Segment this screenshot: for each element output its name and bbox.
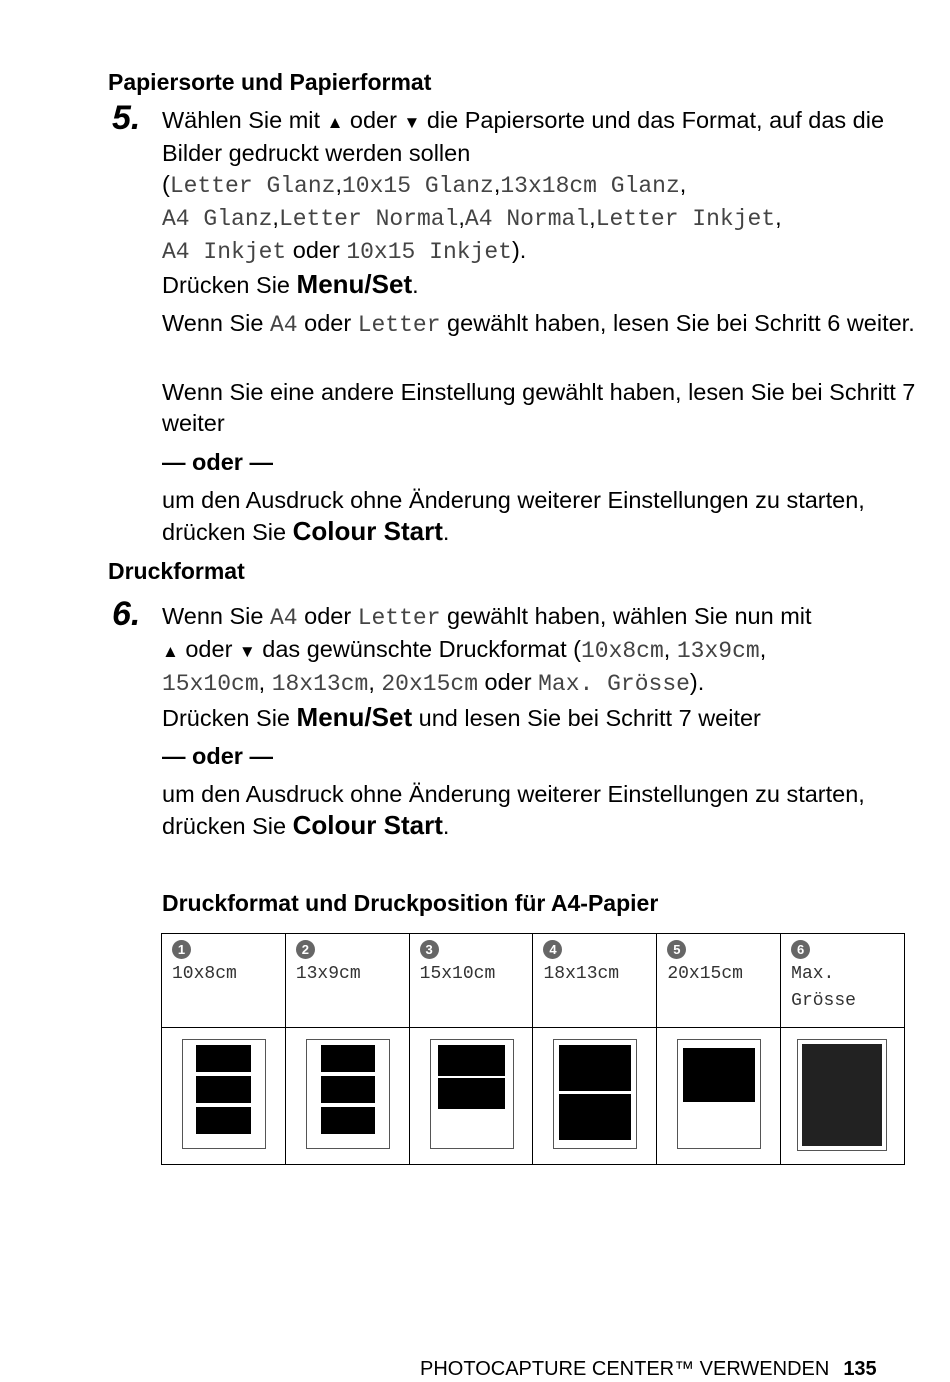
comma: , <box>679 171 687 197</box>
size-10x8: 10x8cm <box>580 638 664 664</box>
step5-options <box>162 169 922 268</box>
paper-layout-13x9 <box>306 1039 390 1149</box>
table-cell <box>409 1028 533 1165</box>
comma: , <box>589 204 596 230</box>
colour-start-key: Colour Start <box>292 516 443 546</box>
option-a4: A4 <box>270 312 298 338</box>
paper-layout-20x15 <box>677 1039 761 1149</box>
option-a4-normal: A4 Normal <box>464 206 590 232</box>
option-10x15-inkjet: 10x15 Inkjet <box>346 239 512 265</box>
colour-start-key: Colour Start <box>292 810 443 840</box>
step6-press-menu <box>162 702 922 734</box>
comma: , <box>272 204 279 230</box>
step5-press-menu <box>162 269 922 301</box>
down-arrow-icon: ▼ <box>238 642 256 661</box>
text: Drücken Sie <box>162 705 297 731</box>
circle-number-4: 4 <box>543 940 562 959</box>
comma: , <box>458 204 465 230</box>
table-title: Druckformat und Druckposition für A4-Papier <box>162 890 659 916</box>
text: oder <box>343 107 404 133</box>
menu-set-key: Menu/Set <box>296 269 413 299</box>
circle-number-2: 2 <box>296 940 315 959</box>
text: das gewünschte Druckformat ( <box>255 636 581 662</box>
comma: , <box>368 669 382 695</box>
option-a4-inkjet: A4 Inkjet <box>162 239 287 265</box>
format-label: 20x15cm <box>667 964 743 984</box>
comma: , <box>335 171 342 197</box>
table-cell <box>409 934 533 1028</box>
print-area <box>321 1107 375 1134</box>
step6-instruction <box>162 601 922 700</box>
paren: ). <box>511 237 527 263</box>
option-13x18-glanz: 13x18cm Glanz <box>500 173 680 199</box>
paper-layout-max <box>797 1039 887 1151</box>
size-13x9: 13x9cm <box>676 638 760 664</box>
page-number: 135 <box>843 1358 877 1380</box>
format-label: Max. Grösse <box>791 964 856 1011</box>
print-area <box>196 1107 251 1134</box>
option-10x15-glanz: 10x15 Glanz <box>342 173 494 199</box>
page-footer <box>420 1356 877 1382</box>
section-heading-print-format: Druckformat <box>108 558 245 584</box>
text: oder <box>297 603 358 629</box>
comma: , <box>258 669 272 695</box>
table-cell <box>285 934 409 1028</box>
or-separator: — oder — <box>162 449 273 475</box>
text: Wählen Sie mit <box>162 107 327 133</box>
option-letter-inkjet: Letter Inkjet <box>595 206 776 232</box>
step-number-6: 6. <box>112 595 141 633</box>
text: oder <box>286 237 347 263</box>
comma: , <box>759 636 767 662</box>
table-cell <box>162 934 286 1028</box>
size-20x15: 20x15cm <box>381 671 478 697</box>
text: oder <box>178 636 239 662</box>
paren: ). <box>689 669 705 695</box>
table-cell <box>657 934 781 1028</box>
step5-if-a4-letter <box>162 308 922 341</box>
table-cell <box>285 1028 409 1165</box>
text: oder <box>297 310 358 336</box>
print-area <box>196 1076 251 1103</box>
circle-number-5: 5 <box>667 940 686 959</box>
text: die Papiersorte und das Format, auf das die Bilder gedruckt werden sollen <box>162 107 885 166</box>
text: Drücken Sie <box>162 272 297 298</box>
text: gewählt haben, wählen Sie nun mit <box>440 603 812 629</box>
section-heading-paper: Papiersorte und Papierformat <box>108 69 432 95</box>
text: . <box>442 519 450 545</box>
step5-instruction <box>162 105 922 169</box>
print-area <box>559 1045 631 1091</box>
paren: ( <box>162 171 170 197</box>
format-label: 15x10cm <box>419 964 496 984</box>
paper-layout-18x13 <box>553 1039 637 1149</box>
print-area <box>438 1045 505 1076</box>
print-area <box>438 1078 505 1109</box>
text: Wenn Sie <box>162 310 270 336</box>
option-a4: A4 <box>270 605 298 631</box>
text: . <box>442 813 450 839</box>
paper-layout-15x10 <box>430 1039 514 1149</box>
circle-number-3: 3 <box>420 940 439 959</box>
print-area <box>802 1044 882 1146</box>
step6-colour-start <box>162 779 922 842</box>
circle-number-6: 6 <box>791 940 810 959</box>
text: um den Ausdruck ohne Änderung weiterer Einstellungen zu starten, drücken Sie <box>162 487 865 545</box>
print-area <box>321 1045 375 1072</box>
menu-set-key: Menu/Set <box>296 702 413 732</box>
circle-number-1: 1 <box>172 940 191 959</box>
step-number-5: 5. <box>112 99 141 137</box>
table-cell <box>781 934 905 1028</box>
format-label: 13x9cm <box>295 964 361 984</box>
print-area <box>683 1048 755 1102</box>
text: oder <box>478 669 539 695</box>
option-letter: Letter <box>357 605 441 631</box>
text: und lesen Sie bei Schritt 7 weiter <box>412 705 761 731</box>
option-a4-glanz: A4 Glanz <box>162 206 273 232</box>
comma: , <box>493 171 501 197</box>
step5-colour-start <box>162 485 922 548</box>
size-max: Max. Grösse <box>538 671 690 697</box>
down-arrow-icon: ▼ <box>403 113 421 132</box>
table-cell <box>781 1028 905 1165</box>
footer-title: PHOTOCAPTURE CENTER™ VERWENDEN <box>420 1358 830 1380</box>
print-area <box>321 1076 375 1103</box>
table-cell <box>162 1028 286 1165</box>
up-arrow-icon: ▲ <box>162 642 179 661</box>
table-image-row <box>162 1028 905 1165</box>
print-area <box>559 1094 631 1140</box>
option-letter-glanz: Letter Glanz <box>169 173 336 199</box>
size-18x13: 18x13cm <box>271 671 369 697</box>
text: Wenn Sie <box>162 603 270 629</box>
table-cell <box>657 1028 781 1165</box>
size-15x10: 15x10cm <box>162 671 259 697</box>
text: gewählt haben, lesen Sie bei Schritt 6 weiter. <box>440 310 915 336</box>
table-cell <box>533 1028 657 1165</box>
option-letter: Letter <box>357 312 441 338</box>
format-label: 18x13cm <box>543 964 620 984</box>
table-cell <box>533 934 657 1028</box>
comma: , <box>775 204 782 230</box>
paper-layout-10x8 <box>182 1039 266 1149</box>
text: . <box>412 272 419 298</box>
table-header-row <box>162 934 905 1028</box>
print-area <box>196 1045 251 1072</box>
print-format-table <box>161 933 905 1165</box>
up-arrow-icon: ▲ <box>326 113 344 132</box>
option-letter-normal: Letter Normal <box>278 206 459 232</box>
text: um den Ausdruck ohne Änderung weiterer Einstellungen zu starten, drücken Sie <box>162 781 865 839</box>
format-label: 10x8cm <box>172 964 237 984</box>
or-separator: — oder — <box>162 743 273 769</box>
comma: , <box>663 636 677 662</box>
step5-other-setting: Wenn Sie eine andere Einstellung gewählt haben, lesen Sie bei Schritt 7 weiter <box>162 379 916 436</box>
